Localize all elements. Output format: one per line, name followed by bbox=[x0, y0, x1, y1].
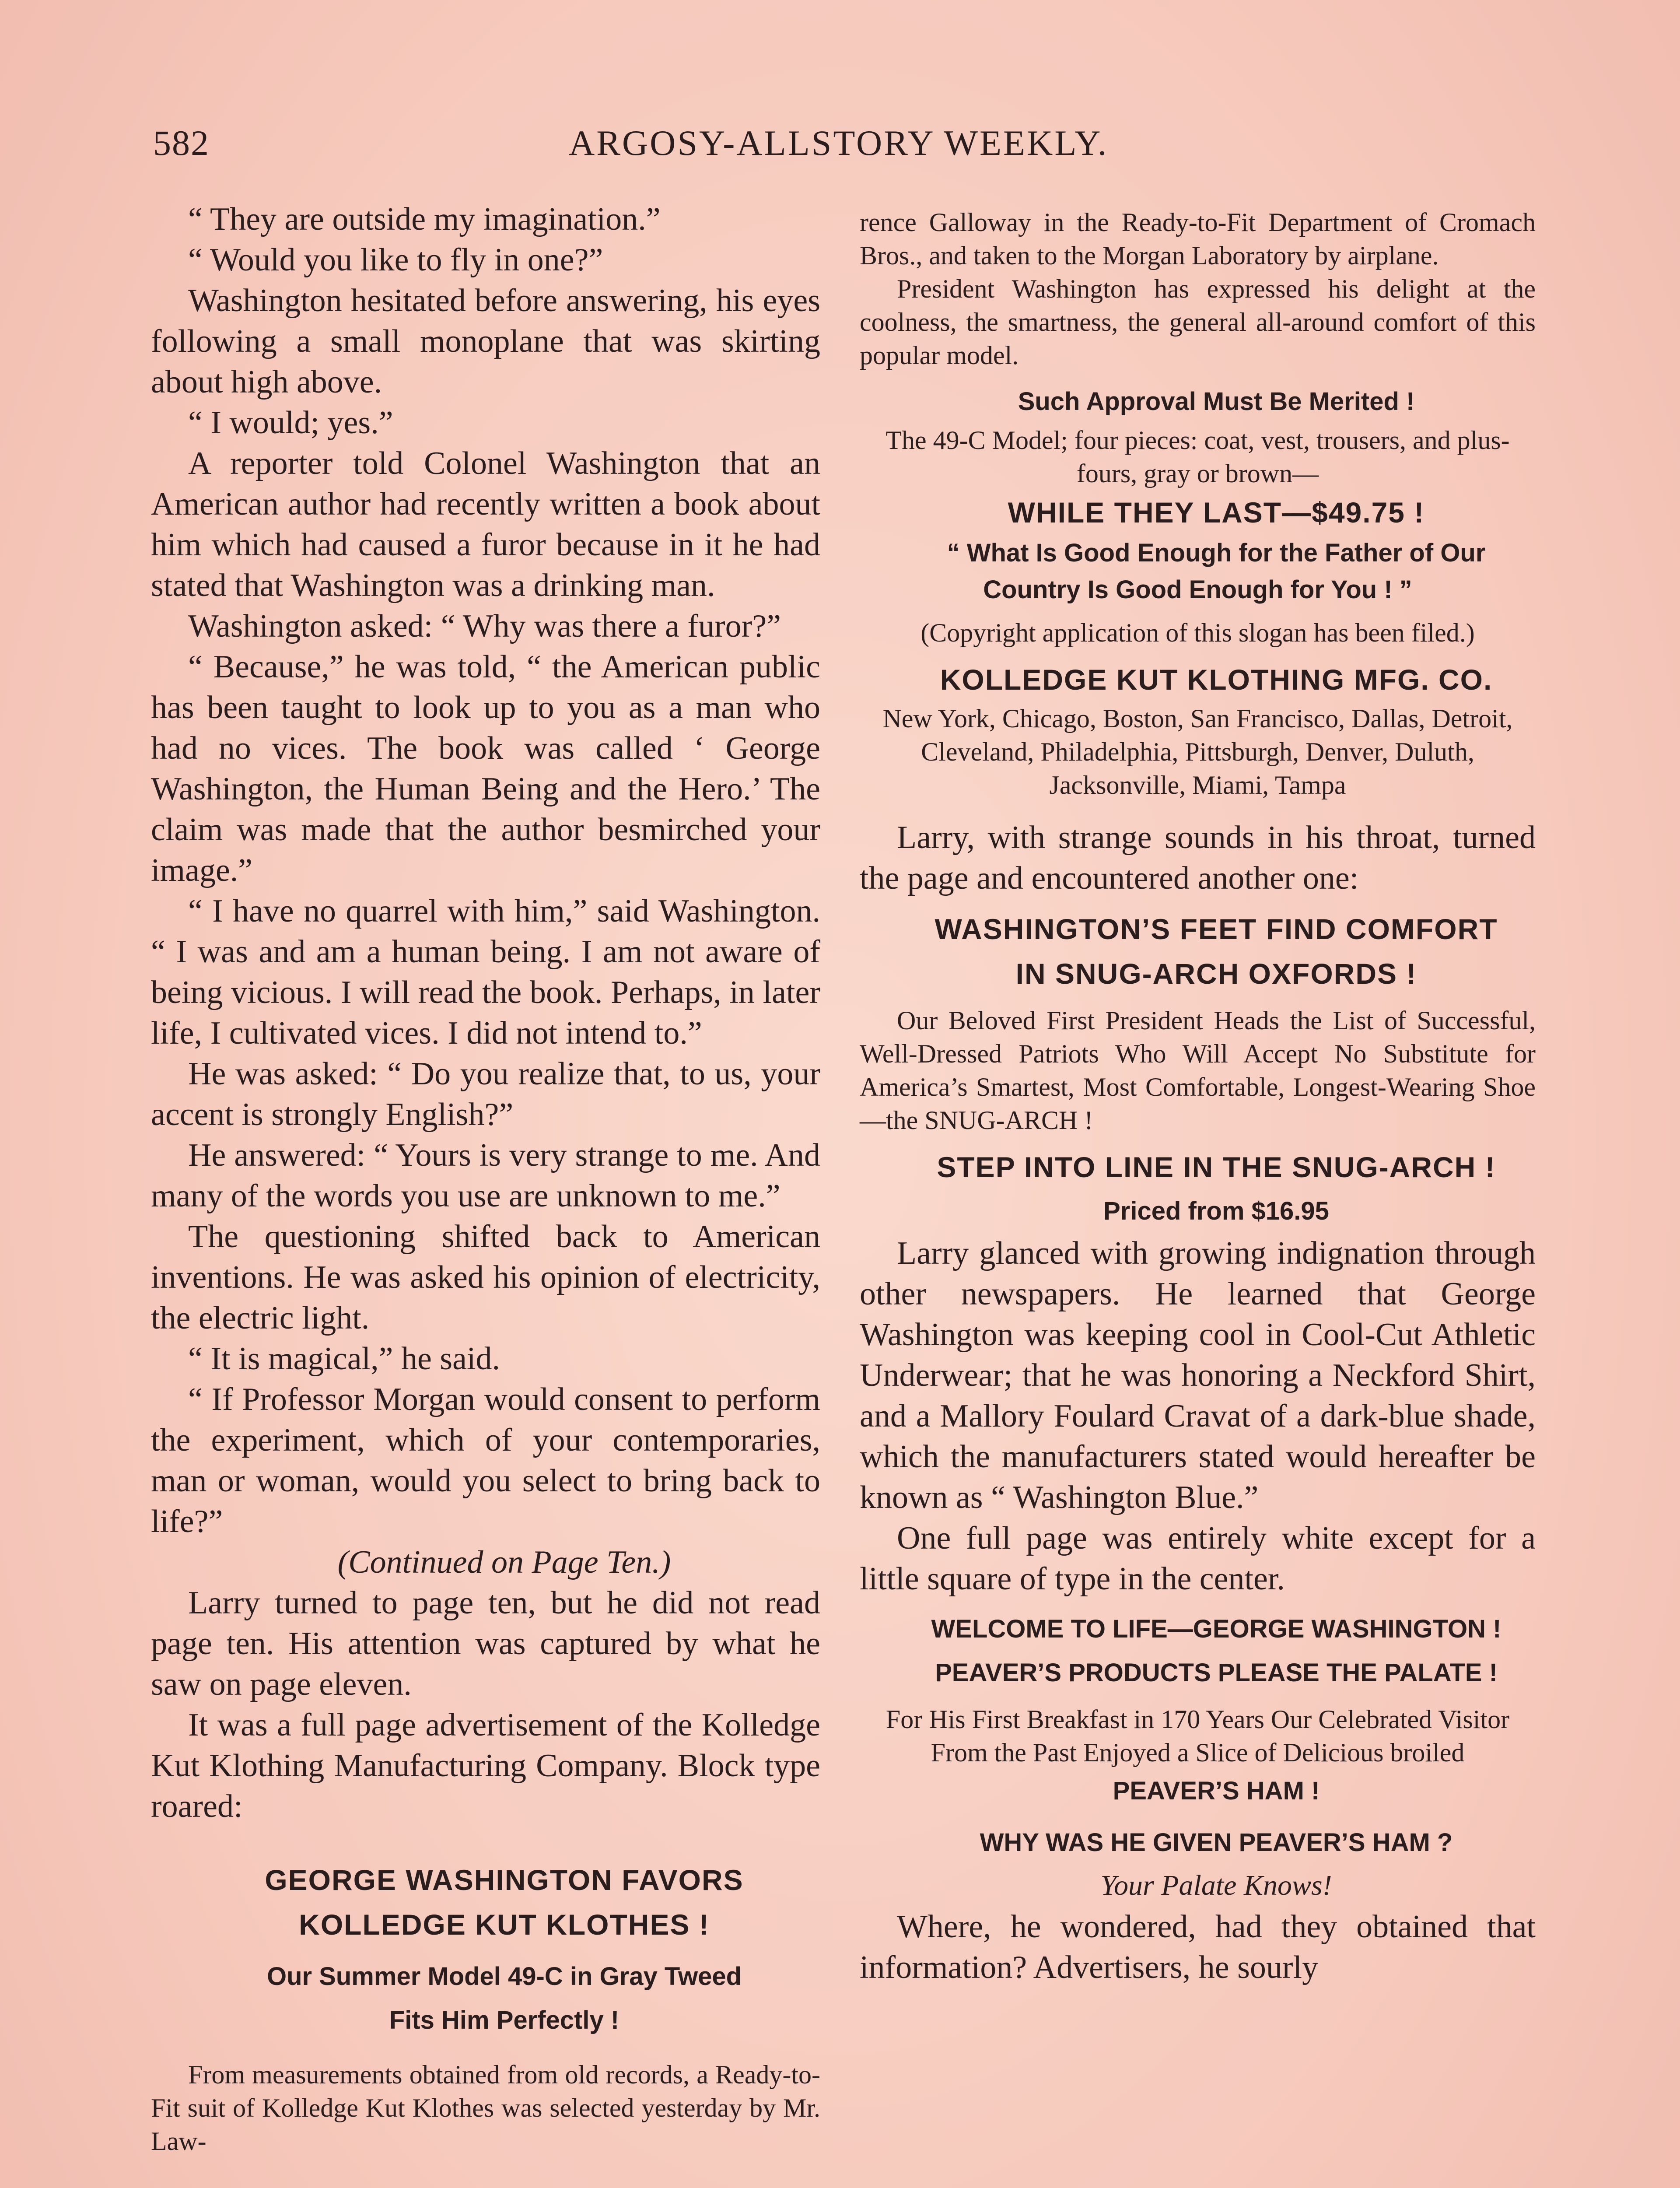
ad-headline: GEORGE WASHINGTON FAVORS bbox=[265, 1864, 744, 1896]
ad-cities: New York, Chicago, Boston, San Francisco, Dallas, Detroit, Cleveland, Philadelphia, Pittsburgh, Denver, Duluth, Jacksonville, Miami, Tampa bbox=[882, 704, 1513, 799]
left-column bbox=[151, 199, 820, 2158]
ad-headline: WASHINGTON’S FEET FIND COMFORT bbox=[934, 913, 1498, 945]
ad-subhead: Such Approval Must Be Merited ! bbox=[1018, 387, 1415, 416]
paragraph: “ If Professor Morgan would consent to perform the experiment, which of your contemporaries, man or woman, would you select to bring back to life?” bbox=[151, 1382, 820, 1539]
right-column bbox=[860, 206, 1536, 1988]
paragraph: It was a full page advertisement of the Kolledge Kut Klothing Manufacturing Company. Block type roared: bbox=[151, 1707, 820, 1824]
ad-subhead: Fits Him Perfectly ! bbox=[389, 2006, 620, 2034]
paragraph: “ It is magical,” he said. bbox=[188, 1341, 500, 1377]
paragraph: Larry, with strange sounds in his throat, turned the page and encountered another one: bbox=[860, 820, 1536, 896]
ad-body: President Washington has expressed his delight at the coolness, the smartness, the general all-around comfort of this popular model. bbox=[860, 274, 1536, 370]
paragraph: He was asked: “ Do you realize that, to us, your accent is strongly English?” bbox=[151, 1056, 820, 1133]
ad-body: (Copyright application of this slogan has been filed.) bbox=[920, 618, 1475, 647]
ad-company: KOLLEDGE KUT KLOTHING MFG. CO. bbox=[940, 663, 1493, 696]
ad-headline: WELCOME TO LIFE—GEORGE WASHINGTON ! bbox=[931, 1615, 1502, 1643]
ad-subhead: Our Summer Model 49-C in Gray Tweed bbox=[266, 1962, 742, 1991]
paragraph: One full page was entirely white except for a little square of type in the center. bbox=[860, 1520, 1536, 1597]
paragraph: “ Would you like to fly in one?” bbox=[188, 242, 603, 278]
paragraph: Washington asked: “ Why was there a furor?” bbox=[188, 608, 781, 644]
ad-body: For His First Breakfast in 170 Years Our Celebrated Visitor From the Past Enjoyed a Slice of Delicious broiled bbox=[886, 1705, 1510, 1767]
paragraph: Larry turned to page ten, but he did not read page ten. His attention was captured by what he saw on page eleven. bbox=[151, 1585, 820, 1702]
paragraph: Larry glanced with growing indignation through other newspapers. He learned that George Washington was keeping cool in Cool-Cut Athletic Underwear; that he was honoring a Neckford Shirt, and a Mallory Foulard Cravat of a dark-blue shade, which the manufacturers stated would hereafter be known as “ Washington Blue.” bbox=[860, 1235, 1536, 1515]
paragraph: “ They are outside my imagination.” bbox=[188, 201, 661, 237]
paragraph: “ I would; yes.” bbox=[188, 405, 393, 441]
paragraph: A reporter told Colonel Washington that an American author had recently written a book about him which had caused a furor because in it he had stated that Washington was a drinking man. bbox=[151, 445, 820, 603]
paragraph: Washington hesitated before answering, his eyes following a small monoplane that was skirting about high above. bbox=[151, 283, 820, 400]
paragraph: The questioning shifted back to American inventions. He was asked his opinion of electricity, the electric light. bbox=[151, 1219, 820, 1336]
ad-subhead: WHY WAS HE GIVEN PEAVER’S HAM ? bbox=[980, 1828, 1453, 1857]
ad-headline: PEAVER’S PRODUCTS PLEASE THE PALATE ! bbox=[935, 1659, 1498, 1687]
paragraph: He answered: “ Yours is very strange to me. And many of the words you use are unknown to me.” bbox=[151, 1137, 820, 1214]
ad-headline: KOLLEDGE KUT KLOTHES ! bbox=[299, 1908, 710, 1941]
paragraph: “ I have no quarrel with him,” said Washington. “ I was and am a human being. I am not aware of being vicious. I will read the book. Perhaps, in later life, I cultivated vices. I did not intend to.” bbox=[151, 893, 820, 1051]
ad-body: From measurements obtained from old records, a Ready-to-Fit suit of Kolledge Kut Klothes was selected yesterday by Mr. Law- bbox=[151, 2060, 820, 2156]
ad-headline: WHILE THEY LAST—$49.75 ! bbox=[1008, 496, 1425, 529]
ad-subhead: PEAVER’S HAM ! bbox=[1113, 1777, 1320, 1805]
ad-headline: IN SNUG-ARCH OXFORDS ! bbox=[1015, 957, 1417, 990]
page-number: 582 bbox=[153, 123, 210, 163]
ad-slogan: “ What Is Good Enough for the Father of Our Country Is Good Enough for You ! ” bbox=[947, 539, 1486, 604]
paragraph: Where, he wondered, had they obtained that information? Advertisers, he sourly bbox=[860, 1909, 1536, 1985]
ad-body: rence Galloway in the Ready-to-Fit Department of Cromach Bros., and taken to the Morgan Laboratory by airplane. bbox=[860, 208, 1536, 270]
page-header bbox=[153, 123, 1553, 175]
ad-body: The 49-C Model; four pieces: coat, vest, trousers, and plus-fours, gray or brown— bbox=[886, 426, 1510, 488]
ad-headline: STEP INTO LINE IN THE SNUG-ARCH ! bbox=[937, 1151, 1496, 1183]
paragraph: “ Because,” he was told, “ the American public has been taught to look up to you as a man who had no vices. The book was called ‘ George Washington, the Human Being and the Hero.’ The claim was made that the author besmirched your image.” bbox=[151, 649, 820, 888]
ad-subhead: Priced from $16.95 bbox=[1103, 1197, 1329, 1225]
ad-body: Our Beloved First President Heads the List of Successful, Well-Dressed Patriots Who Will Accept No Substitute for America’s Smartest, Most Comfortable, Longest-Wearing Shoe—the SNUG-ARCH ! bbox=[860, 1006, 1536, 1135]
ad-tagline: Your Palate Knows! bbox=[1100, 1869, 1332, 1901]
continued-note: (Continued on Page Ten.) bbox=[337, 1544, 671, 1580]
running-head: ARGOSY-ALLSTORY WEEKLY. bbox=[569, 123, 1109, 163]
